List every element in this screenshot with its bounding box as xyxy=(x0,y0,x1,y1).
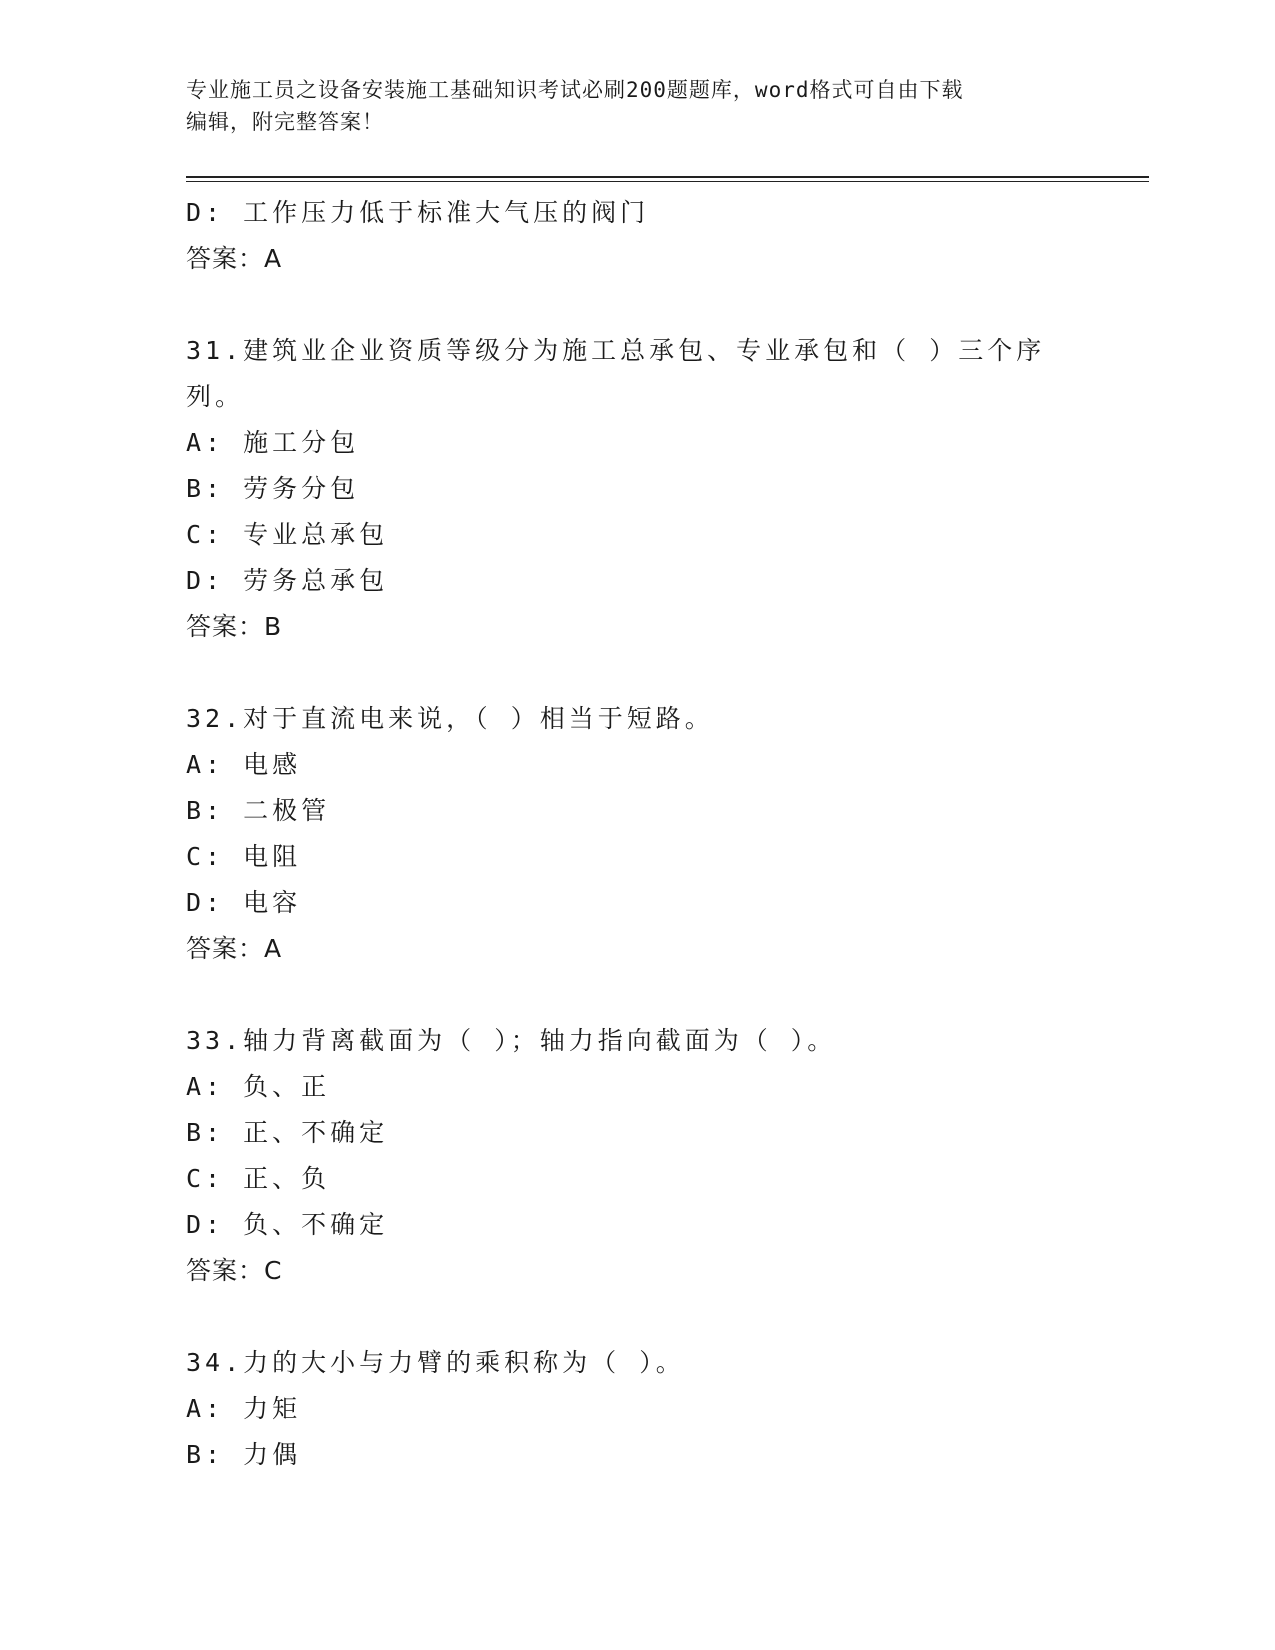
question-34 xyxy=(186,1340,1086,1478)
option-c: C: 专业总承包 xyxy=(186,520,389,549)
question-text: 31.建筑业企业资质等级分为施工总承包、专业承包和（ ）三个序列。 xyxy=(186,336,1046,411)
option-b: B: 正、不确定 xyxy=(186,1118,389,1147)
option-b: B: 劳务分包 xyxy=(186,474,360,503)
option-d: D: 工作压力低于标准大气压的阀门 xyxy=(186,198,650,227)
option-d: D: 劳务总承包 xyxy=(186,566,389,595)
option-c: C: 电阻 xyxy=(186,842,302,871)
question-31 xyxy=(186,328,1086,650)
option-d: D: 电容 xyxy=(186,888,302,917)
option-b: B: 力偶 xyxy=(186,1440,302,1469)
option-a: A: 施工分包 xyxy=(186,428,360,457)
previous-question-tail xyxy=(186,190,1086,282)
question-text: 32.对于直流电来说，（ ）相当于短路。 xyxy=(186,704,714,733)
answer-line: 答案：A xyxy=(186,244,283,273)
option-a: A: 电感 xyxy=(186,750,302,779)
header-divider-thin xyxy=(186,181,1149,182)
header-title-line2: 编辑，附完整答案！ xyxy=(186,110,384,134)
answer-line: 答案：B xyxy=(186,612,283,641)
header-divider-thick xyxy=(186,176,1149,178)
option-b: B: 二极管 xyxy=(186,796,331,825)
option-a: A: 力矩 xyxy=(186,1394,302,1423)
question-text: 33.轴力背离截面为（ ）；轴力指向截面为（ ）。 xyxy=(186,1026,837,1055)
document-header xyxy=(186,74,1086,138)
question-32 xyxy=(186,696,1086,972)
option-d: D: 负、不确定 xyxy=(186,1210,389,1239)
document-body xyxy=(186,190,1086,1478)
question-text: 34.力的大小与力臂的乘积称为（ ）。 xyxy=(186,1348,685,1377)
answer-line: 答案：A xyxy=(186,934,283,963)
question-33 xyxy=(186,1018,1086,1294)
option-a: A: 负、正 xyxy=(186,1072,331,1101)
answer-line: 答案：C xyxy=(186,1256,283,1285)
option-c: C: 正、负 xyxy=(186,1164,331,1193)
header-title-line1: 专业施工员之设备安装施工基础知识考试必刷200题题库，word格式可自由下载 xyxy=(186,78,964,102)
